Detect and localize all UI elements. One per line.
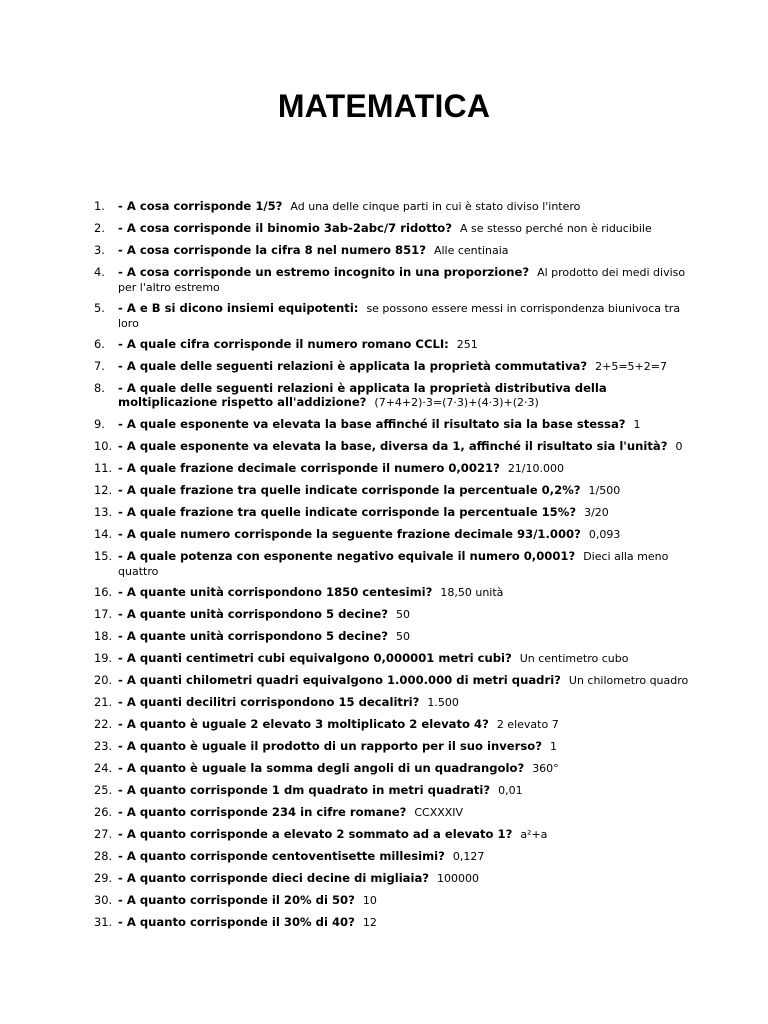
question-text: - A cosa corrisponde un estremo incognito in una proporzione? xyxy=(118,265,530,279)
item-number: 17. xyxy=(94,607,113,621)
answer-text: 1.500 xyxy=(427,696,459,709)
answer-text: Al prodotto dei medi diviso per l'altro estremo xyxy=(118,266,686,294)
item-number: 27. xyxy=(94,827,113,841)
question-text: - A quanti decilitri corrispondono 15 decalitri? xyxy=(118,695,420,709)
item-number: 10. xyxy=(94,439,113,453)
item-number: 26. xyxy=(94,805,113,819)
list-item xyxy=(94,505,698,527)
list-item xyxy=(94,265,698,301)
question-text: - A quanti centimetri cubi equivalgono 0,000001 metri cubi? xyxy=(118,651,512,665)
question-text: - A cosa corrisponde 1/5? xyxy=(118,199,283,213)
item-number: 14. xyxy=(94,527,113,541)
question-text: - A quale potenza con esponente negativo equivale il numero 0,0001? xyxy=(118,549,576,563)
list-item xyxy=(94,359,698,381)
list-item xyxy=(94,629,698,651)
list-item xyxy=(94,849,698,871)
answer-text: se possono essere messi in corrispondenza biunivoca tra loro xyxy=(118,302,681,330)
question-text: - A quale delle seguenti relazioni è applicata la proprietà commutativa? xyxy=(118,359,588,373)
question-text: - A quale frazione tra quelle indicate corrisponde la percentuale 15%? xyxy=(118,505,577,519)
question-text: - A cosa corrisponde il binomio 3ab-2abc/7 ridotto? xyxy=(118,221,452,235)
answer-text: 2 elevato 7 xyxy=(496,718,559,731)
question-text: - A quanto corrisponde il 20% di 50? xyxy=(118,893,355,907)
item-number: 6. xyxy=(94,337,105,351)
list-item xyxy=(94,243,698,265)
question-text: - A quanto è uguale 2 elevato 3 moltiplicato 2 elevato 4? xyxy=(118,717,489,731)
item-number: 22. xyxy=(94,717,113,731)
answer-text: Un centimetro cubo xyxy=(519,652,629,665)
list-item xyxy=(94,381,698,417)
question-text: - A quante unità corrispondono 5 decine? xyxy=(118,629,388,643)
list-item xyxy=(94,783,698,805)
item-number: 28. xyxy=(94,849,113,863)
item-number: 9. xyxy=(94,417,105,431)
answer-text: 1 xyxy=(633,418,641,431)
item-number: 11. xyxy=(94,461,113,475)
list-item xyxy=(94,585,698,607)
answer-text: CCXXXIV xyxy=(414,806,464,819)
item-number: 13. xyxy=(94,505,113,519)
list-item xyxy=(94,483,698,505)
item-number: 24. xyxy=(94,761,113,775)
item-number: 7. xyxy=(94,359,105,373)
item-number: 21. xyxy=(94,695,113,709)
question-text: - A quale frazione decimale corrisponde il numero 0,0021? xyxy=(118,461,500,475)
answer-text: Un chilometro quadro xyxy=(568,674,689,687)
question-text: - A quale frazione tra quelle indicate corrisponde la percentuale 0,2%? xyxy=(118,483,581,497)
item-number: 1. xyxy=(94,199,105,213)
item-number: 29. xyxy=(94,871,113,885)
question-text: - A quale esponente va elevata la base, diversa da 1, affinché il risultato sia l'unità? xyxy=(118,439,668,453)
list-item xyxy=(94,301,698,337)
answer-text: 21/10.000 xyxy=(507,462,565,475)
answer-text: 100000 xyxy=(437,872,480,885)
answer-text: a²+a xyxy=(520,828,548,841)
answer-text: 0,127 xyxy=(452,850,485,863)
list-item xyxy=(94,549,698,585)
list-item xyxy=(94,527,698,549)
answer-text: 0,093 xyxy=(588,528,621,541)
question-text: - A quale cifra corrisponde il numero romano CCLI: xyxy=(118,337,449,351)
answer-text: 0 xyxy=(675,440,683,453)
item-number: 16. xyxy=(94,585,113,599)
question-list xyxy=(94,199,698,937)
item-number: 31. xyxy=(94,915,113,929)
item-number: 30. xyxy=(94,893,113,907)
question-text: - A quanto corrisponde il 30% di 40? xyxy=(118,915,355,929)
question-text: - A quanto corrisponde 1 dm quadrato in metri quadrati? xyxy=(118,783,491,797)
answer-text: 50 xyxy=(395,608,410,621)
answer-text: 1 xyxy=(549,740,557,753)
answer-text: 251 xyxy=(456,338,478,351)
list-item xyxy=(94,717,698,739)
list-item xyxy=(94,651,698,673)
answer-text: 0,01 xyxy=(498,784,523,797)
list-item xyxy=(94,221,698,243)
question-text: - A cosa corrisponde la cifra 8 nel numero 851? xyxy=(118,243,426,257)
answer-text: A se stesso perché non è riducibile xyxy=(459,222,652,235)
page-title: MATEMATICA xyxy=(277,88,491,124)
question-text: - A quanti chilometri quadri equivalgono 1.000.000 di metri quadri? xyxy=(118,673,561,687)
item-number: 18. xyxy=(94,629,113,643)
question-text: - A quanto è uguale la somma degli angoli di un quadrangolo? xyxy=(118,761,525,775)
answer-text: (7+4+2)·3=(7·3)+(4·3)+(2·3) xyxy=(374,396,539,409)
item-number: 3. xyxy=(94,243,105,257)
question-text: - A quanto corrisponde centoventisette millesimi? xyxy=(118,849,445,863)
answer-text: 2+5=5+2=7 xyxy=(595,360,667,373)
answer-text: 360° xyxy=(532,762,559,775)
question-text: - A quanto corrisponde 234 in cifre romane? xyxy=(118,805,407,819)
list-item xyxy=(94,805,698,827)
answer-text: Alle centinaia xyxy=(433,244,509,257)
item-number: 23. xyxy=(94,739,113,753)
list-item xyxy=(94,439,698,461)
list-item xyxy=(94,695,698,717)
list-item xyxy=(94,199,698,221)
answer-text: 18,50 unità xyxy=(440,586,504,599)
list-item xyxy=(94,827,698,849)
list-item xyxy=(94,337,698,359)
list-item xyxy=(94,761,698,783)
question-text: - A quanto è uguale il prodotto di un rapporto per il suo inverso? xyxy=(118,739,542,753)
question-text: - A quanto corrisponde dieci decine di migliaia? xyxy=(118,871,430,885)
list-item xyxy=(94,607,698,629)
list-item xyxy=(94,461,698,483)
list-item xyxy=(94,417,698,439)
list-item xyxy=(94,673,698,695)
question-text: - A quante unità corrispondono 1850 centesimi? xyxy=(118,585,433,599)
answer-text: Ad una delle cinque parti in cui è stato diviso l'intero xyxy=(290,200,581,213)
question-text: - A quale esponente va elevata la base affinché il risultato sia la base stessa? xyxy=(118,417,626,431)
item-number: 4. xyxy=(94,265,105,279)
list-item xyxy=(94,739,698,761)
item-number: 2. xyxy=(94,221,105,235)
answer-text: 1/500 xyxy=(588,484,621,497)
question-text: - A e B si dicono insiemi equipotenti: xyxy=(118,301,359,315)
answer-text: Dieci alla meno quattro xyxy=(118,550,669,578)
question-text: - A quale delle seguenti relazioni è applicata la proprietà distributiva della moltiplicazione rispetto all'addizione? xyxy=(118,381,607,409)
question-text: - A quante unità corrispondono 5 decine? xyxy=(118,607,388,621)
item-number: 20. xyxy=(94,673,113,687)
answer-text: 12 xyxy=(362,916,377,929)
item-number: 25. xyxy=(94,783,113,797)
item-number: 8. xyxy=(94,381,105,395)
item-number: 5. xyxy=(94,301,105,315)
list-item xyxy=(94,893,698,915)
answer-text: 3/20 xyxy=(584,506,609,519)
question-text: - A quale numero corrisponde la seguente frazione decimale 93/1.000? xyxy=(118,527,581,541)
question-text: - A quanto corrisponde a elevato 2 sommato ad a elevato 1? xyxy=(118,827,513,841)
item-number: 12. xyxy=(94,483,113,497)
list-item xyxy=(94,871,698,893)
answer-text: 50 xyxy=(395,630,410,643)
item-number: 15. xyxy=(94,549,113,563)
answer-text: 10 xyxy=(362,894,377,907)
item-number: 19. xyxy=(94,651,113,665)
list-item xyxy=(94,915,698,937)
